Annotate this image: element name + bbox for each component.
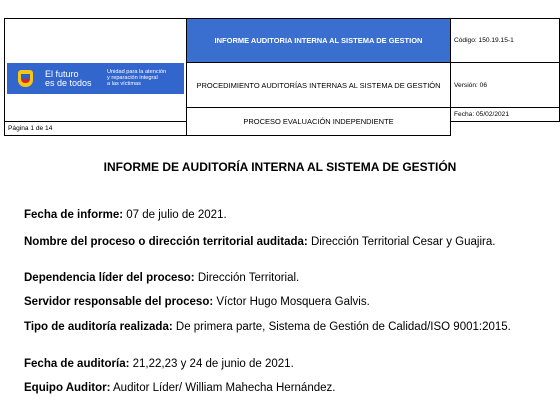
page-number: Página 1 de 14 (5, 121, 187, 135)
field-value: 07 de julio de 2021. (126, 209, 227, 221)
field-value: Víctor Hugo Mosquera Galvis. (216, 296, 370, 308)
logo-lemma: El futuro es de todos (45, 69, 92, 88)
logo-cell (5, 19, 187, 122)
logo-entity-name: Unidad para la atención y reparación integral a las víctimas (107, 69, 167, 87)
field-responsible-officer (24, 294, 530, 310)
header-procedure: PROCEDIMIENTO AUDITORÍAS INTERNAS AL SISTEMA DE GESTIÓN (187, 63, 451, 107)
field-audited-process (24, 234, 530, 250)
field-value: Dirección Territorial. (197, 272, 300, 284)
field-label: Tipo de auditoría realizada: (24, 321, 173, 333)
field-label: Fecha de informe: (24, 209, 124, 221)
doc-version: Versión: 06 (451, 63, 560, 107)
doc-code: Código: 150.19.15-1 (451, 19, 560, 63)
field-value: 21,22,23 y 24 de junio de 2021. (132, 358, 294, 370)
field-lead-department (24, 270, 530, 286)
field-audit-dates (24, 356, 530, 372)
field-value: De primera parte, Sistema de Gestión de Calidad/ISO 9001:2015. (175, 321, 511, 333)
field-value: Auditor Líder/ William Mahecha Hernández. (113, 382, 336, 394)
field-label: Equipo Auditor: (24, 382, 111, 394)
field-audit-type (24, 319, 530, 335)
field-value: Dirección Territorial Cesar y Guajira. (310, 236, 496, 248)
field-report-date (24, 207, 530, 223)
field-label: Nombre del proceso o dirección territorial auditada: (24, 236, 308, 248)
field-label: Fecha de auditoría: (24, 358, 130, 370)
field-audit-team (24, 380, 530, 396)
header-title: INFORME AUDITORIA INTERNA AL SISTEMA DE GESTION (187, 19, 451, 63)
coat-of-arms-icon (18, 70, 33, 87)
field-label: Dependencia líder del proceso: (24, 272, 195, 284)
doc-date: Fecha: 05/02/2021 (451, 107, 560, 121)
document-header (4, 18, 560, 136)
government-logo (7, 63, 184, 94)
document-title: INFORME DE AUDITORÍA INTERNA AL SISTEMA DE GESTIÓN (103, 160, 457, 174)
header-process: PROCESO EVALUACIÓN INDEPENDIENTE (187, 107, 451, 135)
field-label: Servidor responsable del proceso: (24, 296, 214, 308)
